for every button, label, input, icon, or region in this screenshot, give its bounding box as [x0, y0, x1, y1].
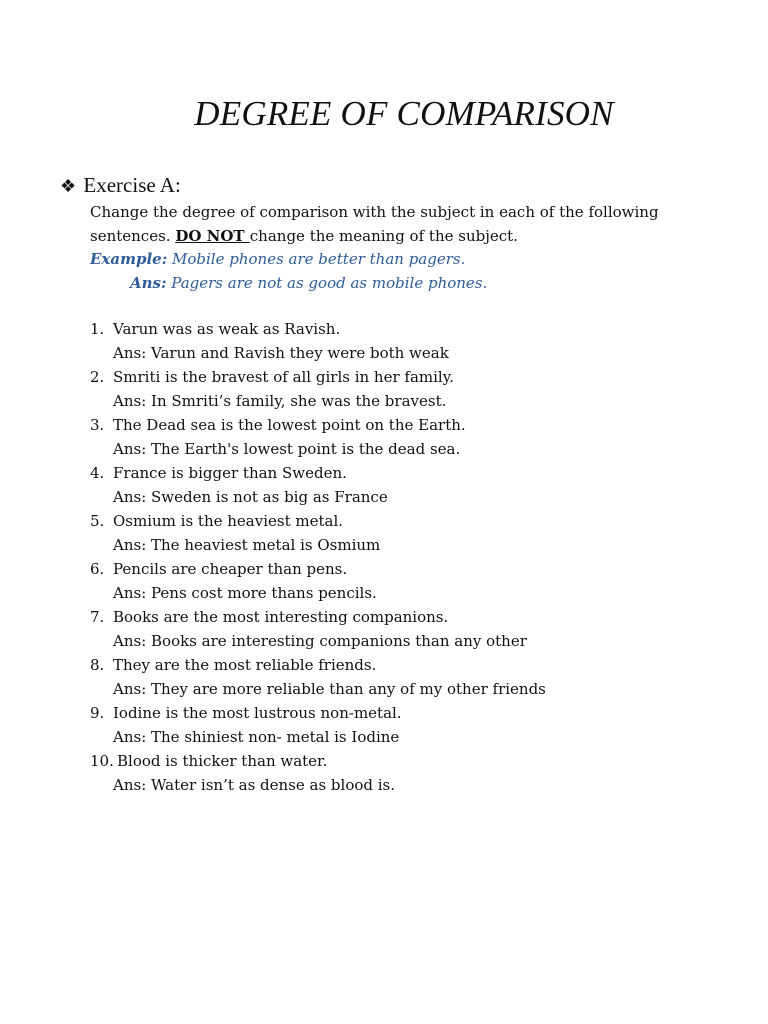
- question-number: 9.: [90, 704, 105, 722]
- answer-text: Ans: Sweden is not as big as France: [113, 488, 388, 506]
- instructions-line-2-post: change the meaning of the subject.: [249, 227, 518, 245]
- question-list: [90, 317, 546, 797]
- do-not-emphasis: DO NOT: [175, 227, 250, 245]
- example-block: [90, 247, 487, 295]
- example-answer-text: Pagers are not as good as mobile phones.: [166, 274, 488, 292]
- instructions-line-1: Change the degree of comparison with the subject in each of the following: [90, 203, 659, 221]
- answer-text: Ans: The Earth's lowest point is the dead sea.: [113, 440, 461, 458]
- question-text: Osmium is the heaviest metal.: [113, 512, 344, 530]
- example-answer-line: [90, 271, 487, 295]
- answer-text: Ans: Water isn’t as dense as blood is.: [113, 776, 396, 794]
- list-item: [90, 605, 546, 653]
- question-text: France is bigger than Sweden.: [113, 464, 347, 482]
- question-number: 3.: [90, 416, 105, 434]
- question-text: Books are the most interesting companions.: [113, 608, 449, 626]
- answer-text: Ans: The heaviest metal is Osmium: [113, 536, 381, 554]
- question-number: 2.: [90, 368, 105, 386]
- question-number: 5.: [90, 512, 105, 530]
- list-item: [90, 557, 546, 605]
- question-number: 10.: [90, 752, 114, 770]
- example-label: Example:: [90, 250, 168, 268]
- question-text: Smriti is the bravest of all girls in her family.: [113, 368, 454, 386]
- answer-text: Ans: They are more reliable than any of my other friends: [113, 680, 546, 698]
- list-item: [90, 365, 546, 413]
- question-text: Iodine is the most lustrous non-metal.: [113, 704, 402, 722]
- question-number: 1.: [90, 320, 105, 338]
- list-item: [90, 413, 546, 461]
- question-number: 6.: [90, 560, 105, 578]
- answer-text: Ans: Pens cost more thans pencils.: [113, 584, 377, 602]
- answer-text: Ans: The shiniest non- metal is Iodine: [113, 728, 400, 746]
- exercise-heading-label: Exercise A:: [83, 173, 181, 197]
- list-item: [90, 509, 546, 557]
- question-number: 8.: [90, 656, 105, 674]
- instructions-line-2: [90, 224, 659, 248]
- list-item: [90, 701, 546, 749]
- question-number: 4.: [90, 464, 105, 482]
- answer-text: Ans: Varun and Ravish they were both weak: [113, 344, 449, 362]
- list-item: [90, 461, 546, 509]
- question-text: Varun was as weak as Ravish.: [113, 320, 341, 338]
- instructions-line-2-pre: sentences.: [90, 227, 176, 245]
- question-number: 7.: [90, 608, 105, 626]
- example-answer-label: Ans:: [130, 274, 167, 292]
- question-text: The Dead sea is the lowest point on the Earth.: [113, 416, 466, 434]
- answer-text: Ans: Books are interesting companions than any other: [113, 632, 527, 650]
- question-text: Blood is thicker than water.: [117, 752, 328, 770]
- question-text: They are the most reliable friends.: [113, 656, 377, 674]
- answer-text: Ans: In Smriti’s family, she was the bravest.: [113, 392, 447, 410]
- list-item: [90, 653, 546, 701]
- list-item: [90, 749, 546, 797]
- diamond-bullet-icon: ❖: [60, 176, 77, 196]
- list-item: [90, 317, 546, 365]
- exercise-heading: [60, 172, 181, 199]
- example-line: [90, 247, 487, 271]
- instructions: [90, 200, 659, 248]
- page-title: DEGREE OF COMPARISON: [194, 94, 614, 133]
- question-text: Pencils are cheaper than pens.: [113, 560, 348, 578]
- example-text: Mobile phones are better than pagers.: [167, 250, 466, 268]
